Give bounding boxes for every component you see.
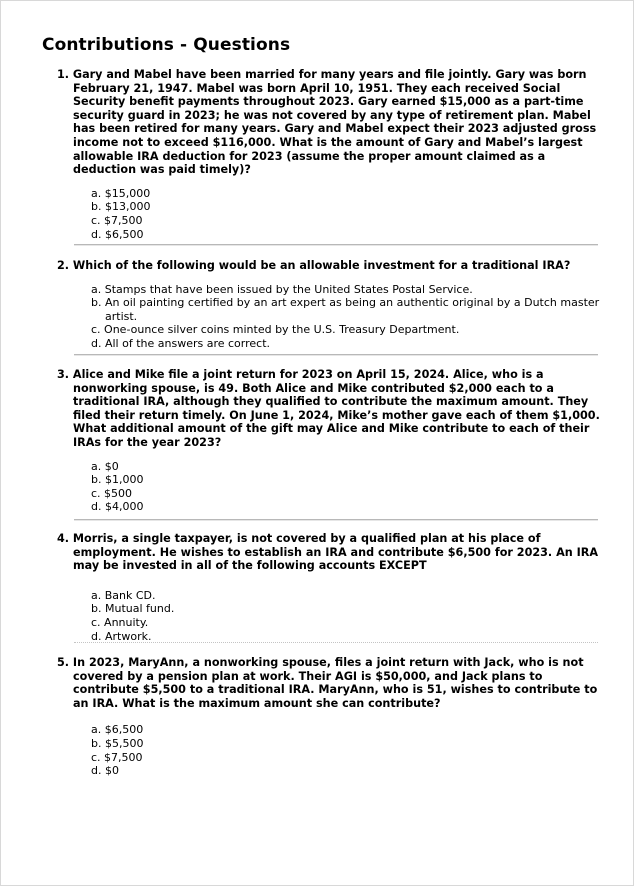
- question-5: [57, 656, 603, 778]
- answer-choice[interactable]: b. Mutual fund.: [91, 602, 175, 616]
- question-1: [57, 68, 603, 241]
- answer-choices: [91, 589, 603, 643]
- question-divider: [74, 642, 598, 643]
- answer-choice[interactable]: a. $15,000: [91, 186, 151, 200]
- answer-choice[interactable]: b. $5,500: [91, 736, 144, 750]
- answer-choice[interactable]: d. $6,500: [91, 227, 144, 241]
- answer-choice[interactable]: b. $13,000: [91, 200, 151, 214]
- question-stem: 2. Which of the following would be an allowable investment for a traditional IRA?: [57, 259, 571, 272]
- question-divider: [74, 354, 598, 356]
- question-3: [57, 368, 603, 514]
- answer-choices: [91, 460, 603, 514]
- answer-choices: [91, 283, 603, 351]
- answer-choice[interactable]: d. $4,000: [91, 500, 144, 514]
- answer-choice[interactable]: a. Stamps that have been issued by the United States Postal Service.: [91, 282, 473, 296]
- answer-choice[interactable]: c. $7,500: [91, 750, 143, 764]
- answer-choices: [91, 723, 603, 777]
- page-title: Contributions - Questions: [42, 35, 291, 55]
- answer-choice[interactable]: a. Bank CD.: [91, 588, 156, 602]
- question-2: [57, 259, 603, 351]
- question-stem: 4. Morris, a single taxpayer, is not covered by a qualified plan at his place of employment. He wishes to establish an IRA and contribute $6,500 for 2023. An IRA may be invested in all of the following accounts EXCEPT: [57, 532, 599, 573]
- answer-choice[interactable]: b. An oil painting certified by an art expert as being an authentic original by a Dutch master artist.: [91, 296, 600, 323]
- answer-choice[interactable]: a. $0: [91, 459, 119, 473]
- question-stem: 3. Alice and Mike file a joint return for 2023 on April 15, 2024. Alice, who is a nonworking spouse, is 49. Both Alice and Mike contributed $2,000 each to a traditional IRA, although they qualified to contribute the maximum amount. They filed their return timely. On June 1, 2024, Mike’s mother gave each of them $1,000. What additional amount of the gift may Alice and Mike contribute to each of their IRAs for the year 2023?: [57, 368, 600, 449]
- answer-choice[interactable]: c. $500: [91, 486, 133, 500]
- answer-choice[interactable]: c. $7,500: [91, 213, 143, 227]
- question-divider: [74, 244, 598, 246]
- answer-choice[interactable]: b. $1,000: [91, 473, 144, 487]
- question-4: [57, 532, 603, 643]
- answer-choice[interactable]: d. $0: [91, 764, 119, 778]
- answer-choice[interactable]: c. Annuity.: [91, 615, 149, 629]
- question-stem: 5. In 2023, MaryAnn, a nonworking spouse, files a joint return with Jack, who is not covered by a pension plan at work. Their AGI is $50,000, and Jack plans to contribute $5,500 to a traditional IRA. MaryAnn, who is 51, wishes to contribute to an IRA. What is the maximum amount she can contribute?: [57, 656, 598, 710]
- answer-choice[interactable]: a. $6,500: [91, 723, 144, 737]
- question-divider: [74, 519, 598, 521]
- question-stem: 1. Gary and Mabel have been married for many years and file jointly. Gary was born February 21, 1947. Mabel was born April 10, 1951. They each received Social Security benefit payments throughout 2023. Gary earned $15,000 as a part-time security guard in 2023; he was not covered by any type of retirement plan. Mabel has been retired for many years. Gary and Mabel expect their 2023 adjusted gross income not to exceed $116,000. What is the amount of Gary and Mabel’s largest allowable IRA deduction for 2023 (assume the proper amount claimed as a deduction was paid timely)?: [57, 68, 597, 177]
- answer-choice[interactable]: d. All of the answers are correct.: [91, 336, 271, 350]
- answer-choice[interactable]: d. Artwork.: [91, 629, 152, 643]
- answer-choice[interactable]: c. One-ounce silver coins minted by the U.S. Treasury Department.: [91, 323, 460, 337]
- answer-choices: [91, 187, 603, 241]
